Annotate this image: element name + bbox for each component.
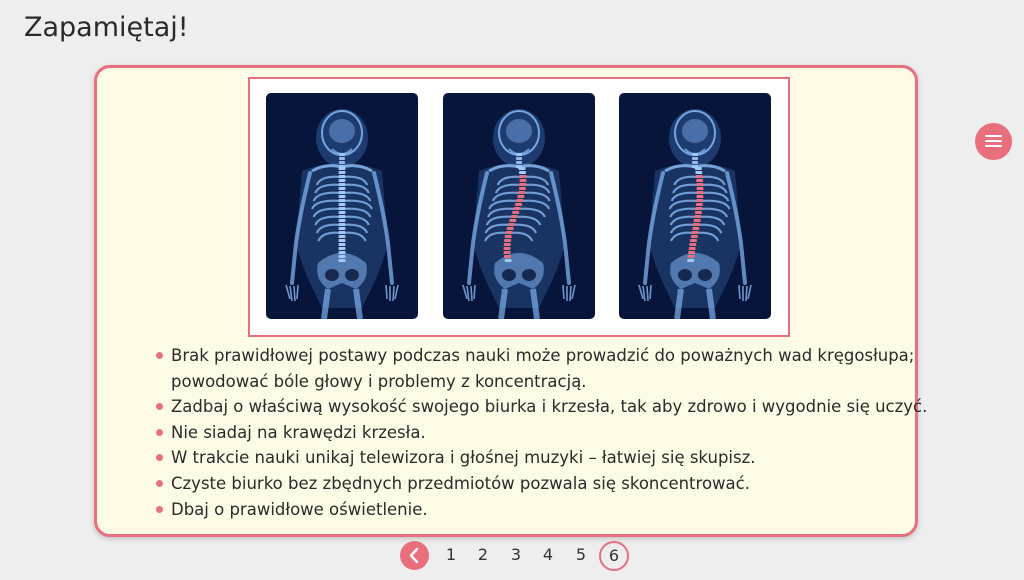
bullet-icon bbox=[156, 506, 163, 513]
tip-text-continued: powodować bóle głowy i problemy z koncentracją. bbox=[171, 371, 587, 391]
xray-panel-scoliosis bbox=[443, 93, 595, 319]
prev-page-button[interactable] bbox=[400, 541, 429, 570]
xray-panel-healthy bbox=[266, 93, 418, 319]
page-button-3[interactable]: 3 bbox=[510, 545, 522, 564]
pagination bbox=[400, 541, 630, 571]
tip-item bbox=[155, 343, 915, 394]
hamburger-menu-icon bbox=[985, 135, 1002, 137]
tip-text: W trakcie nauki unikaj telewizora i głośnej muzyki – łatwiej się skupisz. bbox=[171, 448, 756, 468]
spine-illustration bbox=[248, 77, 790, 337]
menu-icon-line bbox=[985, 140, 1002, 142]
bullet-icon bbox=[156, 429, 163, 436]
menu-button[interactable] bbox=[975, 123, 1012, 160]
page-button-6-current[interactable]: 6 bbox=[599, 541, 629, 571]
menu-icon-line bbox=[985, 145, 1002, 147]
page-button-5[interactable]: 5 bbox=[575, 545, 587, 564]
page-button-4[interactable]: 4 bbox=[542, 545, 554, 564]
tip-text: Dbaj o prawidłowe oświetlenie. bbox=[171, 499, 428, 519]
tip-item bbox=[155, 471, 915, 497]
bullet-icon bbox=[156, 352, 163, 359]
chevron-left-icon bbox=[400, 541, 429, 570]
tip-text: Brak prawidłowej postawy podczas nauki może prowadzić do poważnych wad kręgosłupa; bbox=[171, 346, 915, 365]
tip-text: Zadbaj o właściwą wysokość swojego biurka i krzesła, tak aby zdrowo i wygodnie się uczyć. bbox=[171, 397, 928, 417]
page-title: Zapamiętaj! bbox=[24, 12, 189, 43]
bullet-icon bbox=[156, 480, 163, 487]
bullet-icon bbox=[156, 454, 163, 461]
skeleton-xray-image bbox=[443, 93, 595, 319]
tip-item bbox=[155, 445, 915, 471]
page-button-1[interactable]: 1 bbox=[445, 545, 457, 564]
skeleton-xray-image bbox=[619, 93, 771, 319]
page-button-2[interactable]: 2 bbox=[477, 545, 489, 564]
tips-list bbox=[155, 343, 928, 522]
tip-item bbox=[155, 420, 915, 446]
tip-item bbox=[155, 394, 928, 420]
content-card bbox=[94, 65, 928, 537]
tip-item bbox=[155, 497, 915, 523]
bullet-icon bbox=[156, 403, 163, 410]
skeleton-xray-image bbox=[266, 93, 418, 319]
tip-text: Czyste biurko bez zbędnych przedmiotów pozwala się skoncentrować. bbox=[171, 473, 750, 493]
xray-panel-scoliosis-mild bbox=[619, 93, 771, 319]
tip-text: Nie siadaj na krawędzi krzesła. bbox=[171, 422, 426, 442]
